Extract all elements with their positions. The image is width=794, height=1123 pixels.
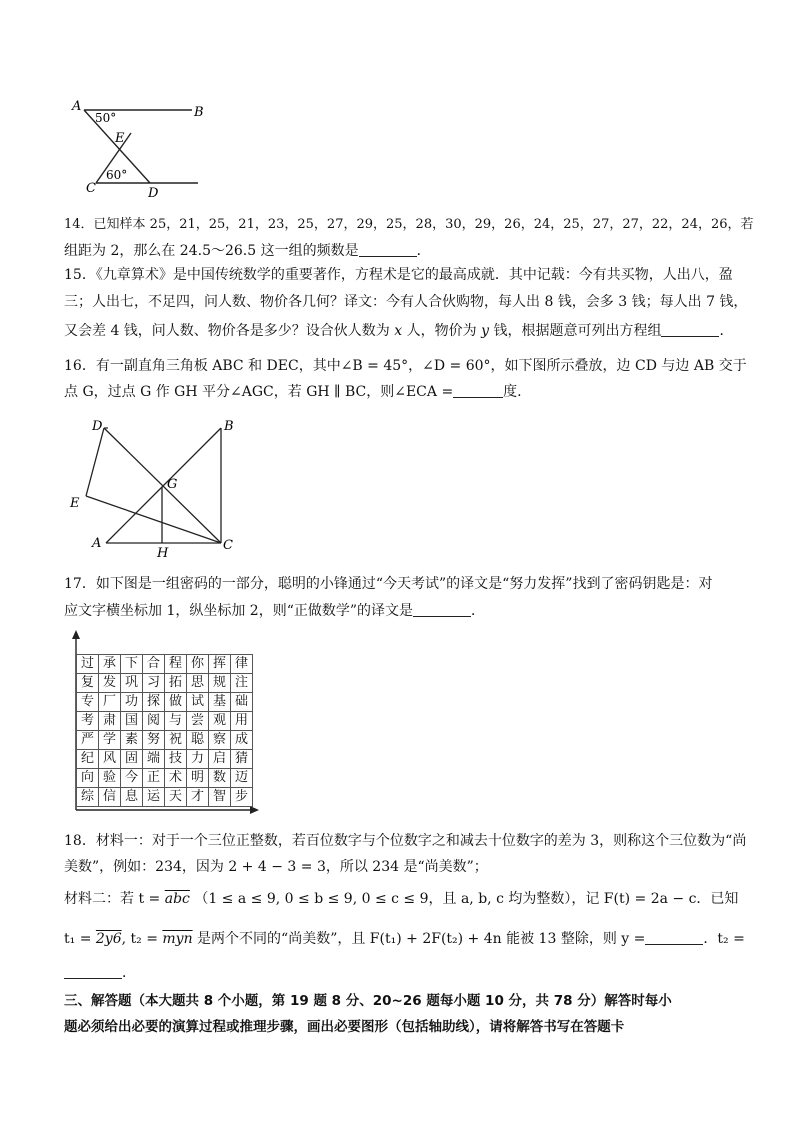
label-c: C xyxy=(86,181,96,196)
cipher-grid-cell: 素 xyxy=(121,731,143,750)
q18-line3-b: （1 ≤ a ≤ 9, 0 ≤ b ≤ 9, 0 ≤ c ≤ 9，且 a, b, c 均为整数），记 F(t) = 2a − c．已知 xyxy=(194,891,739,907)
cipher-grid-cell: 努 xyxy=(143,731,165,750)
cipher-grid-cell: 考 xyxy=(77,712,99,731)
cipher-grid-row xyxy=(77,769,253,788)
cipher-grid-cell: 与 xyxy=(165,712,187,731)
cipher-grid-row xyxy=(77,655,253,674)
cipher-grid-cell: 复 xyxy=(77,674,99,693)
angle-60-label: 60° xyxy=(106,168,128,182)
cipher-grid-cell: 聪 xyxy=(187,731,209,750)
cipher-grid-row xyxy=(77,693,253,712)
q17-line2-text: 应文字横坐标加 1，纵坐标加 2，则“正做数学”的译文是 xyxy=(64,603,414,619)
label-b: B xyxy=(224,419,234,434)
cipher-grid-row xyxy=(77,750,253,769)
q16-line2 xyxy=(64,382,522,402)
label-d: D xyxy=(92,419,103,434)
section3-line2: 题必须给出必要的演算过程或推理步骤，画出必要图形（包括轴助线），请将解答书写在答题卡 xyxy=(64,1019,625,1035)
cipher-grid-cell: 风 xyxy=(99,750,121,769)
cipher-grid-cell: 础 xyxy=(231,693,253,712)
cipher-grid-cell: 巩 xyxy=(121,674,143,693)
q18-line1: 18．材料一：对于一个三位正整数，若百位数字与个位数字之和减去十位数字的差为 3，则称这个三位数为“尚 xyxy=(64,833,747,849)
cipher-grid-cell: 发 xyxy=(99,674,121,693)
q16-answer-blank[interactable] xyxy=(453,383,503,398)
cipher-grid-cell: 力 xyxy=(187,750,209,769)
parallel-lines-figure xyxy=(68,96,218,200)
q15-line3-c: 钱，根据题意可列出方程组 xyxy=(493,323,662,339)
label-c: C xyxy=(223,538,233,553)
section3-line1: 三、解答题（本大题共 8 个小题，第 19 题 8 分、20~26 题每小题 10 分，共 78 分）解答时每小 xyxy=(64,993,672,1009)
q14-answer-blank[interactable] xyxy=(359,242,417,257)
q18-t2-digits: $\overline{myn}$ xyxy=(162,931,193,947)
q14-line2-text: 组距为 2，那么在 24.5～26.5 这一组的频数是 xyxy=(64,243,359,259)
cipher-grid-cell: 息 xyxy=(121,788,143,807)
cipher-grid-cell: 阅 xyxy=(143,712,165,731)
cipher-grid-cell: 合 xyxy=(143,655,165,674)
cipher-grid-cell: 察 xyxy=(209,731,231,750)
q18-line3-a: 材料二：若 t = xyxy=(64,891,161,907)
q18-abc-overline: $\overline{abc}$ xyxy=(164,891,190,907)
q18-line4-c: 是两个不同的“尚美数”，且 F(t₁) + 2F(t₂) + 4n 能被 13 整除，则 y = xyxy=(197,931,646,947)
cipher-grid-cell: 做 xyxy=(165,693,187,712)
q18-line2: 美数”，例如：234，因为 2 + 4 − 3 = 3，所以 234 是“尚美数”； xyxy=(64,859,488,875)
label-e: E xyxy=(70,496,80,511)
cipher-grid-cell: 数 xyxy=(209,769,231,788)
cipher-grid-cell: 肃 xyxy=(99,712,121,731)
label-h: H xyxy=(157,546,169,560)
x-axis-arrow-icon xyxy=(250,806,259,814)
q18-line3 xyxy=(64,889,738,909)
label-a: A xyxy=(92,536,102,551)
cipher-grid-cell: 功 xyxy=(121,693,143,712)
cipher-grid-cell: 运 xyxy=(143,788,165,807)
cipher-grid-cell: 厂 xyxy=(99,693,121,712)
cipher-grid-cell: 规 xyxy=(209,674,231,693)
cipher-grid-cell: 纪 xyxy=(77,750,99,769)
cipher-grid-cell: 承 xyxy=(99,655,121,674)
cipher-grid-cell: 下 xyxy=(121,655,143,674)
cipher-grid-cell: 基 xyxy=(209,693,231,712)
cipher-grid-cell: 固 xyxy=(121,750,143,769)
cipher-grid-cell: 术 xyxy=(165,769,187,788)
q16-line2-end: 度. xyxy=(503,384,522,400)
label-b: B xyxy=(194,105,204,120)
q15-line3-a: 又会差 4 钱，问人数、物价各是多少？设合伙人数为 xyxy=(64,323,390,339)
q15-line3-end: ． xyxy=(719,323,734,339)
label-d: D xyxy=(148,186,159,200)
cipher-grid-cell: 向 xyxy=(77,769,99,788)
q14-line2 xyxy=(64,241,431,261)
cipher-grid-cell: 明 xyxy=(187,769,209,788)
cipher-grid-row xyxy=(77,731,253,750)
q17-line2-end: ． xyxy=(471,603,486,619)
q14-line2-end: ． xyxy=(416,243,431,259)
cipher-grid-cell: 才 xyxy=(187,788,209,807)
q18-line4 xyxy=(64,929,745,949)
cipher-grid xyxy=(76,654,253,807)
q15-line1: 15．《九章算术》是中国传统数学的重要著作，方程术是它的最高成就．其中记载：今有共买物，人出八，盈 xyxy=(64,267,733,283)
cipher-grid-cell: 挥 xyxy=(209,655,231,674)
cipher-grid-cell: 过 xyxy=(77,655,99,674)
cipher-grid-cell: 探 xyxy=(143,693,165,712)
q18-line4-b: , t₂ = xyxy=(121,931,158,947)
cipher-grid-cell: 严 xyxy=(77,731,99,750)
cipher-grid-cell: 尝 xyxy=(187,712,209,731)
cipher-grid-cell: 程 xyxy=(165,655,187,674)
q15-var-x: x xyxy=(394,323,403,339)
cipher-grid-cell: 启 xyxy=(209,750,231,769)
q15-line3-b: 人，物价为 xyxy=(406,323,477,339)
q14-line1: 14．已知样本 25，21，25，21，23，25，27，29，25，28，30，29，26，24，25，27，27，22，24，26，若 xyxy=(64,217,754,232)
angle-50-label: 50° xyxy=(95,111,117,125)
cipher-grid-cell: 迈 xyxy=(231,769,253,788)
cipher-grid-cell: 智 xyxy=(209,788,231,807)
cipher-grid-cell: 国 xyxy=(121,712,143,731)
cipher-grid-cell: 专 xyxy=(77,693,99,712)
cipher-grid-cell: 观 xyxy=(209,712,231,731)
label-a: A xyxy=(72,99,82,114)
cipher-grid-cell: 用 xyxy=(231,712,253,731)
q17-line1: 17．如下图是一组密码的一部分，聪明的小锋通过“今天考试”的译文是“努力发挥”找到了密码钥匙是：对 xyxy=(64,576,713,592)
cipher-grid-cell: 信 xyxy=(99,788,121,807)
label-g: G xyxy=(167,477,178,492)
q18-line5-end: ． xyxy=(122,965,136,981)
q18-t1-digits: 2y6 xyxy=(95,931,122,947)
cipher-grid-cell: 验 xyxy=(99,769,121,788)
cipher-grid-cell: 你 xyxy=(187,655,209,674)
cipher-grid-cell: 猜 xyxy=(231,750,253,769)
cipher-grid-cell: 学 xyxy=(99,731,121,750)
segment-ec xyxy=(86,496,221,543)
cipher-grid-cell: 端 xyxy=(143,750,165,769)
q15-line2: 三；人出七，不足四，问人数、物价各几何？译文：今有人合伙购物，每人出 8 钱，会多 3 钱；每人出 7 钱， xyxy=(64,294,748,310)
q18-line5 xyxy=(64,963,136,983)
cipher-grid-cell: 天 xyxy=(165,788,187,807)
q15-var-y: y xyxy=(481,323,489,339)
q18-y-answer-blank[interactable] xyxy=(645,930,703,945)
q18-t2-answer-blank[interactable] xyxy=(64,964,122,979)
cipher-grid-row xyxy=(77,712,253,731)
q18-line4-a: t₁ = xyxy=(64,931,92,947)
y-axis-arrow-icon xyxy=(72,630,80,639)
q16-line1: 16．有一副直角三角板 ABC 和 DEC，其中∠B = 45°，∠D = 60°，如下图所示叠放，边 CD 与边 AB 交于 xyxy=(64,358,747,374)
cipher-grid-cell: 律 xyxy=(231,655,253,674)
cipher-grid-cell: 技 xyxy=(165,750,187,769)
q18-line4-d: ．t₂ = xyxy=(703,931,745,947)
cipher-grid-cell: 注 xyxy=(231,674,253,693)
cipher-grid-cell: 试 xyxy=(187,693,209,712)
q16-line2-text: 点 G，过点 G 作 GH 平分∠AGC，若 GH ∥ BC，则∠ECA = xyxy=(64,384,454,400)
cipher-grid-cell: 综 xyxy=(77,788,99,807)
cipher-grid-cell: 祝 xyxy=(165,731,187,750)
cipher-grid-row xyxy=(77,674,253,693)
segment-de xyxy=(86,428,104,496)
cipher-grid-cell: 正 xyxy=(143,769,165,788)
q17-answer-blank[interactable] xyxy=(413,602,471,617)
q15-line3 xyxy=(64,321,733,341)
cipher-grid-cell: 思 xyxy=(187,674,209,693)
cipher-grid-cell: 习 xyxy=(143,674,165,693)
cipher-grid-row xyxy=(77,788,253,807)
label-e: E xyxy=(115,131,125,146)
cipher-grid-cell: 步 xyxy=(231,788,253,807)
triangle-boards-figure xyxy=(64,412,244,560)
cipher-grid-cell: 拓 xyxy=(165,674,187,693)
q17-line2 xyxy=(64,601,485,621)
q15-answer-blank[interactable] xyxy=(661,322,719,337)
cipher-grid-cell: 成 xyxy=(231,731,253,750)
cipher-grid-cell: 今 xyxy=(121,769,143,788)
